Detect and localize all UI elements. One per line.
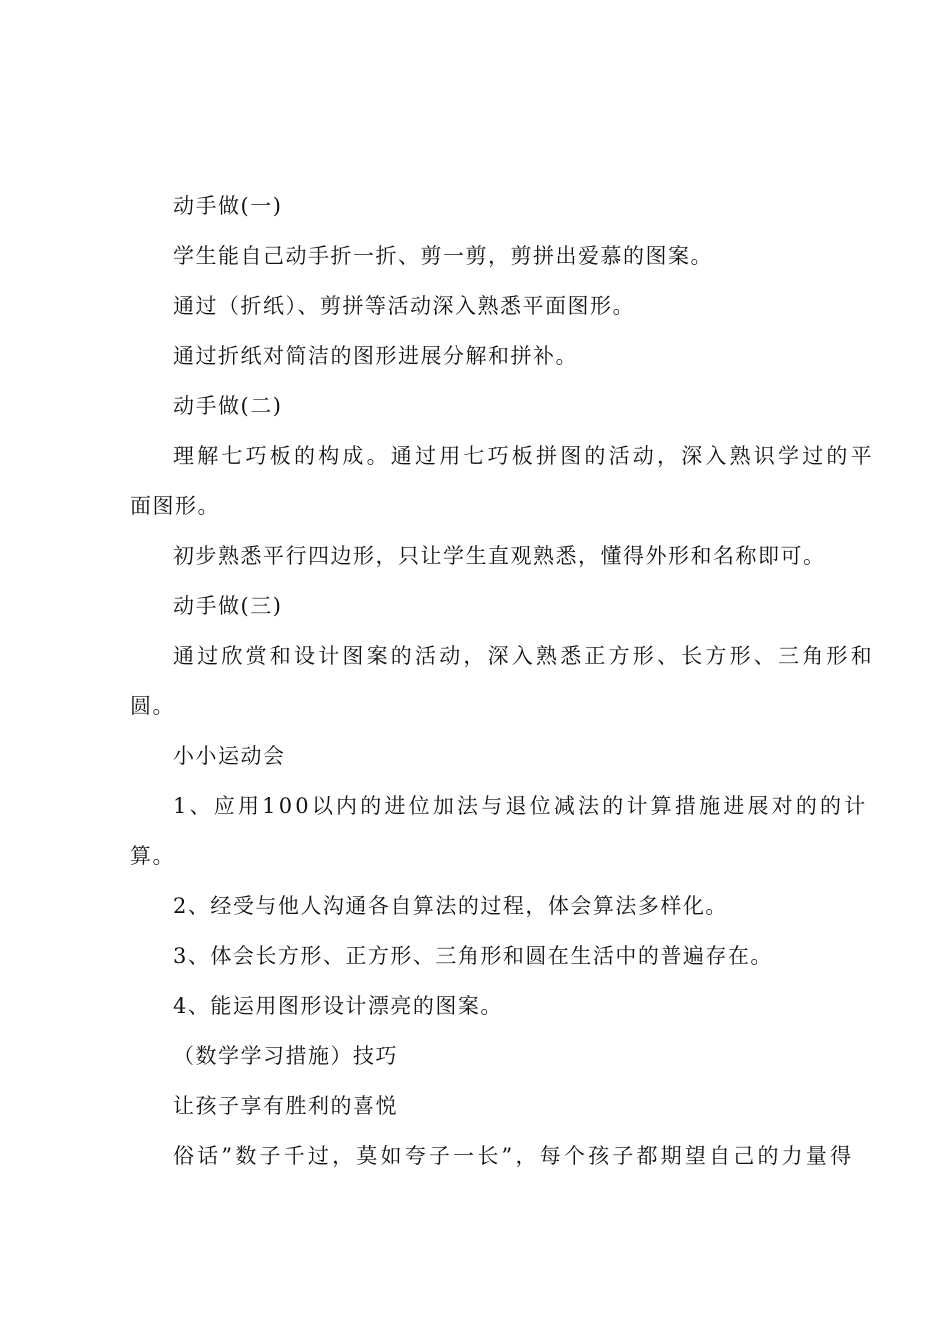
- heading-hands-on-1: 动手做(一): [173, 194, 283, 218]
- paragraph: 初步熟悉平行四边形，只让学生直观熟悉，懂得外形和名称即可。: [173, 544, 826, 568]
- heading-sports-meet: 小小运动会: [173, 744, 286, 768]
- list-item: 3、体会长方形、正方形、三角形和圆在生活中的普遍存在。: [173, 944, 773, 968]
- paragraph-continuation: 圆。: [130, 694, 175, 718]
- paragraph: 学生能自己动手折一折、剪一剪，剪拼出爱慕的图案。: [173, 244, 713, 268]
- list-item-continuation: 算。: [130, 844, 175, 868]
- heading-hands-on-3: 动手做(三): [173, 594, 283, 618]
- paragraph: 通过欣赏和设计图案的活动，深入熟悉正方形、长方形、三角形和: [173, 644, 875, 668]
- list-item: 4、能运用图形设计漂亮的图案。: [173, 994, 503, 1018]
- subheading: 让孩子享有胜利的喜悦: [173, 1094, 398, 1118]
- heading-hands-on-2: 动手做(二): [173, 394, 283, 418]
- list-item: 1、应用100以内的进位加法与退位减法的计算措施进展对的的计: [173, 794, 869, 818]
- paragraph: 通过（折纸）、剪拼等活动深入熟悉平面图形。: [173, 294, 635, 318]
- heading-study-methods: （数学学习措施）技巧: [173, 1044, 398, 1068]
- list-item: 2、经受与他人沟通各自算法的过程，体会算法多样化。: [173, 894, 728, 918]
- paragraph: 俗话”数子千过，莫如夸子一长”，每个孩子都期望自己的力量得: [173, 1144, 855, 1168]
- paragraph: 理解七巧板的构成。通过用七巧板拼图的活动，深入熟识学过的平: [173, 444, 875, 468]
- paragraph: 通过折纸对简洁的图形进展分解和拼补。: [173, 344, 578, 368]
- paragraph-continuation: 面图形。: [130, 494, 220, 518]
